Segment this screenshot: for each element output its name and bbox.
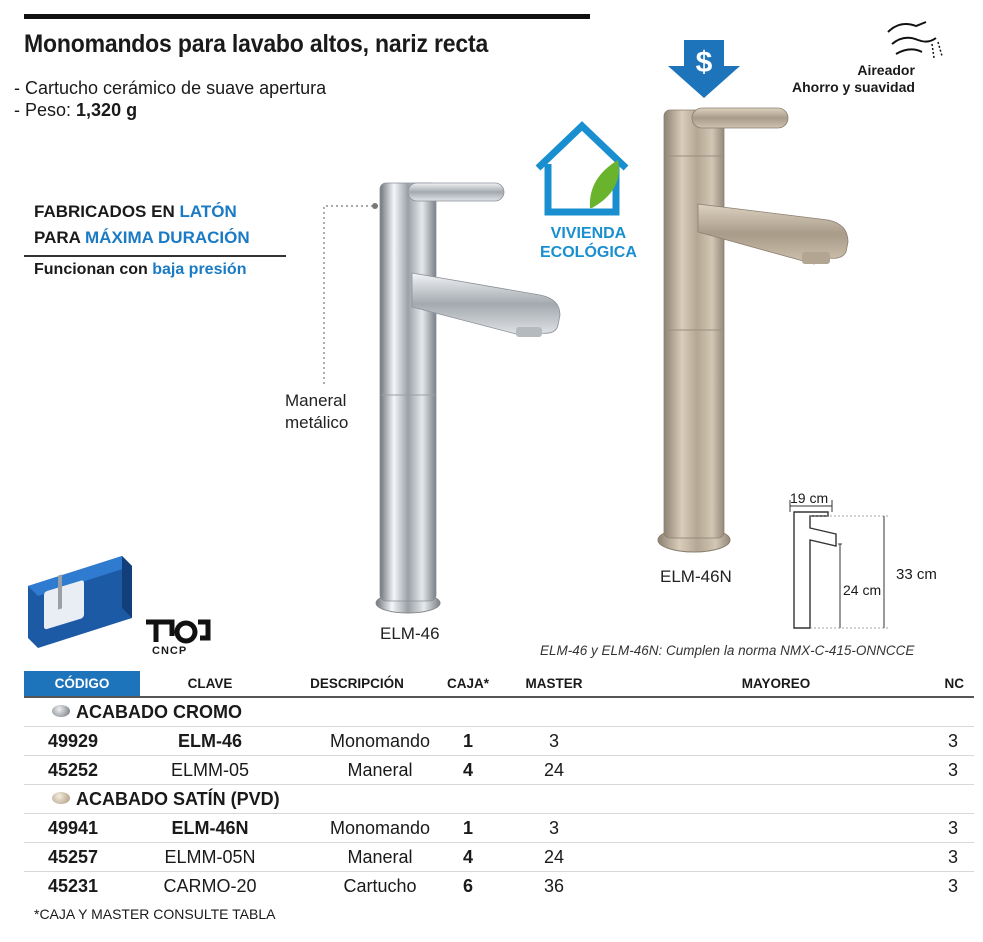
eco-house-icon — [532, 120, 632, 220]
svg-text:$: $ — [695, 46, 713, 79]
aireador-label: Aireador Ahorro y suavidad — [792, 62, 915, 95]
product-box-image — [24, 552, 136, 652]
dim-width-label: 19 cm — [790, 490, 829, 506]
table-row: 45257 ELMM-05N Maneral 4 24 3 — [24, 843, 974, 872]
table-row: 45252 ELMM-05 Maneral 4 24 3 — [24, 756, 974, 785]
chrome-swatch-icon — [52, 705, 70, 717]
material-callout: FABRICADOS EN LATÓN PARA MÁXIMA DURACIÓN — [34, 202, 250, 247]
pressure-callout: Funcionan con baja presión — [34, 261, 247, 278]
product-table — [24, 671, 974, 901]
footnote: *CAJA Y MASTER CONSULTE TABLA — [34, 906, 276, 922]
section-satin: ACABADO SATÍN (PVD) — [24, 785, 974, 814]
page-title: Monomandos para lavabo altos, nariz recta — [24, 30, 489, 58]
table-row: 49929 ELM-46 Monomando 1 3 3 — [24, 727, 974, 756]
callout-divider — [24, 255, 286, 257]
aireador-icon — [882, 14, 948, 64]
header-codigo: CÓDIGO — [24, 671, 140, 696]
table-header: CÓDIGO CLAVE DESCRIPCIÓN CAJA* MASTER MAYOREO NC — [24, 671, 974, 698]
cncp-label: CNCP — [152, 645, 188, 657]
dimension-diagram — [780, 488, 890, 636]
top-rule — [24, 14, 590, 19]
eco-label: VIVIENDA ECOLÓGICA — [540, 225, 637, 261]
model-label-chrome: ELM-46 — [380, 624, 440, 643]
maneral-label: Maneral metálico — [285, 391, 349, 432]
header-nc: NC — [944, 676, 964, 691]
satin-swatch-icon — [52, 792, 70, 804]
feature-peso: - Peso: 1,320 g — [14, 100, 138, 120]
dim-total-label: 33 cm — [896, 566, 937, 583]
feature-cartucho: - Cartucho cerámico de suave apertura — [14, 78, 327, 98]
norma-note: ELM-46 y ELM-46N: Cumplen la norma NMX-C-415-ONNCCE — [540, 643, 915, 658]
price-arrow-icon — [668, 40, 740, 98]
table-row: 49941 ELM-46N Monomando 1 3 3 — [24, 814, 974, 843]
section-cromo: ACABADO CROMO — [24, 698, 974, 727]
model-label-satin: ELM-46N — [660, 567, 732, 586]
cncp-logo — [142, 616, 214, 646]
table-row: 45231 CARMO-20 Cartucho 6 36 3 — [48, 876, 958, 896]
dim-spout-label: 24 cm — [843, 582, 882, 598]
